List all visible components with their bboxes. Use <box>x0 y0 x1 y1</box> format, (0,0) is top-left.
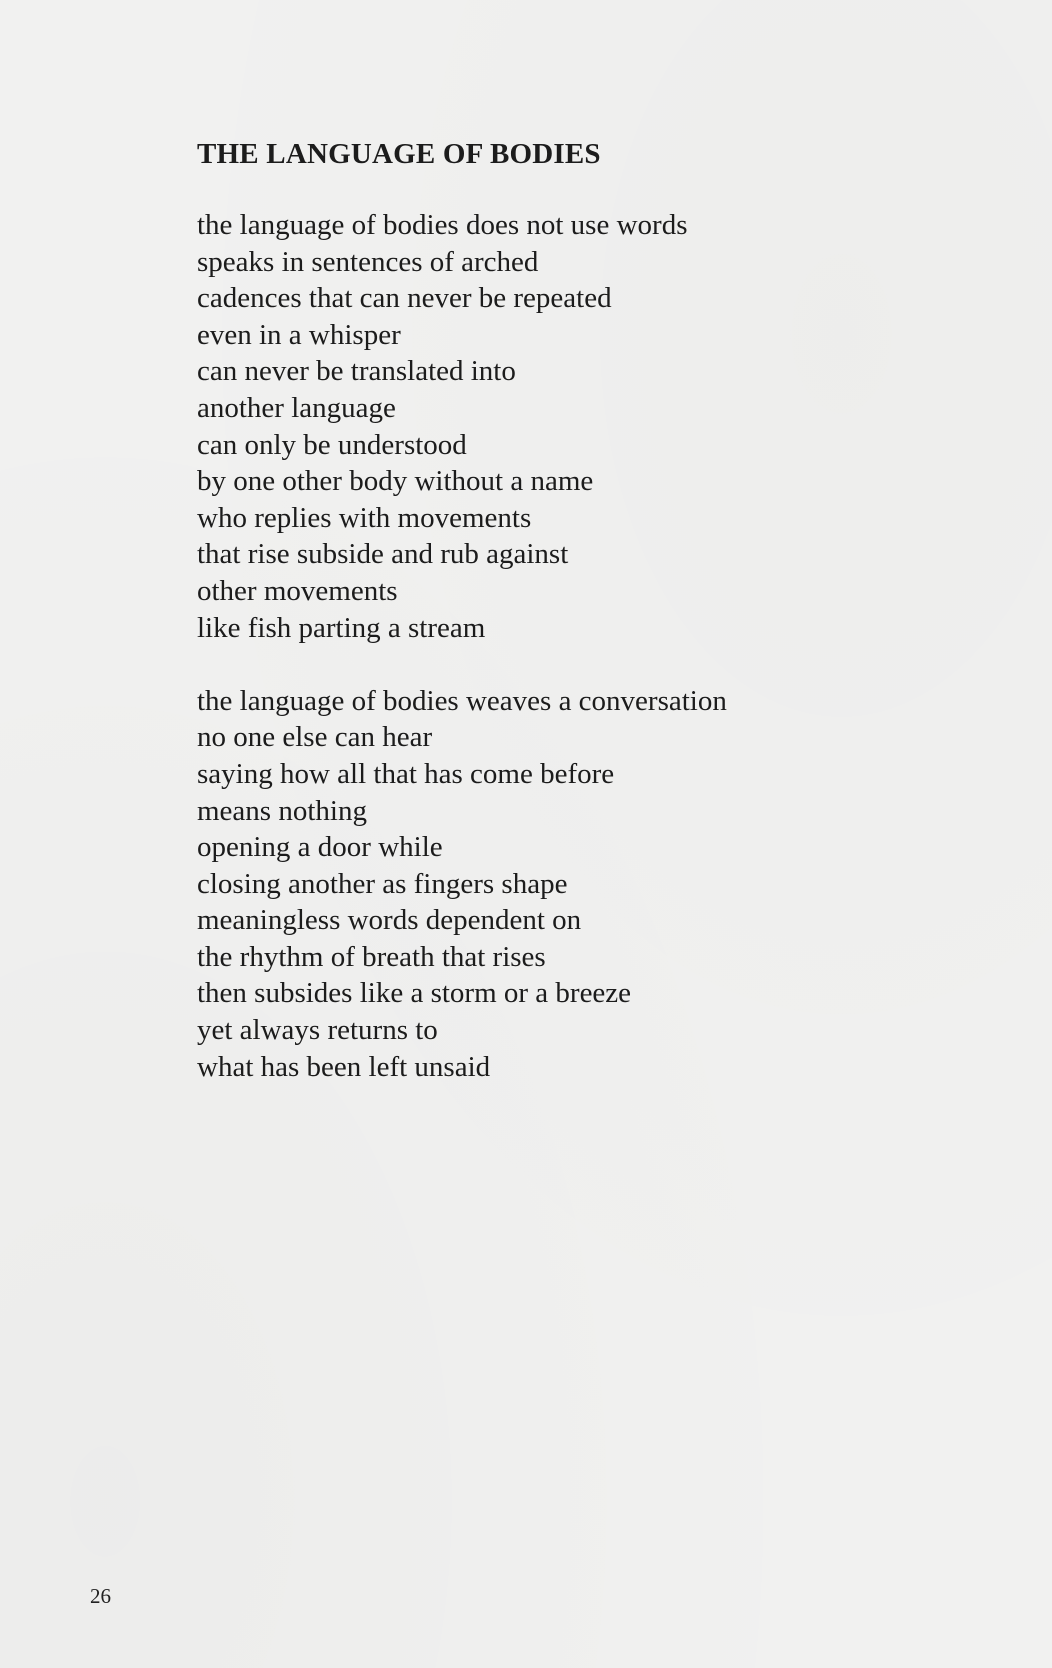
poem-line: cadences that can never be repeated <box>197 282 612 315</box>
poem-line: yet always returns to <box>197 1014 438 1047</box>
stanza-1 <box>197 207 897 646</box>
poem-line: can never be translated into <box>197 355 516 388</box>
stanza-2 <box>197 683 897 1086</box>
poem-line: even in a whisper <box>197 318 401 351</box>
poem-line: meaningless words dependent on <box>197 904 582 937</box>
poem-line: like fish parting a stream <box>197 611 486 644</box>
poem-line: the rhythm of breath that rises <box>197 940 546 973</box>
poem-line: means nothing <box>197 794 367 827</box>
poem-line: opening a door while <box>197 831 443 864</box>
poem-title: THE LANGUAGE OF BODIES <box>197 138 601 170</box>
poem-line: the language of bodies does not use words <box>197 209 688 241</box>
poem <box>197 134 897 1085</box>
poem-line: another language <box>197 391 396 424</box>
poem-line: by one other body without a name <box>197 465 594 498</box>
poem-line: speaks in sentences of arched <box>197 245 539 278</box>
poem-line: saying how all that has come before <box>197 757 615 790</box>
poem-line: closing another as fingers shape <box>197 867 568 900</box>
poem-line: then subsides like a storm or a breeze <box>197 977 632 1010</box>
poem-line: other movements <box>197 574 398 607</box>
poem-line: no one else can hear <box>197 721 433 754</box>
poem-line: the language of bodies weaves a conversation <box>197 684 727 717</box>
page-number: 26 <box>90 1584 111 1608</box>
poem-line: can only be understood <box>197 428 467 461</box>
poem-line: what has been left unsaid <box>197 1050 491 1083</box>
poem-line: who replies with movements <box>197 501 532 534</box>
poem-line: that rise subside and rub against <box>197 538 569 571</box>
